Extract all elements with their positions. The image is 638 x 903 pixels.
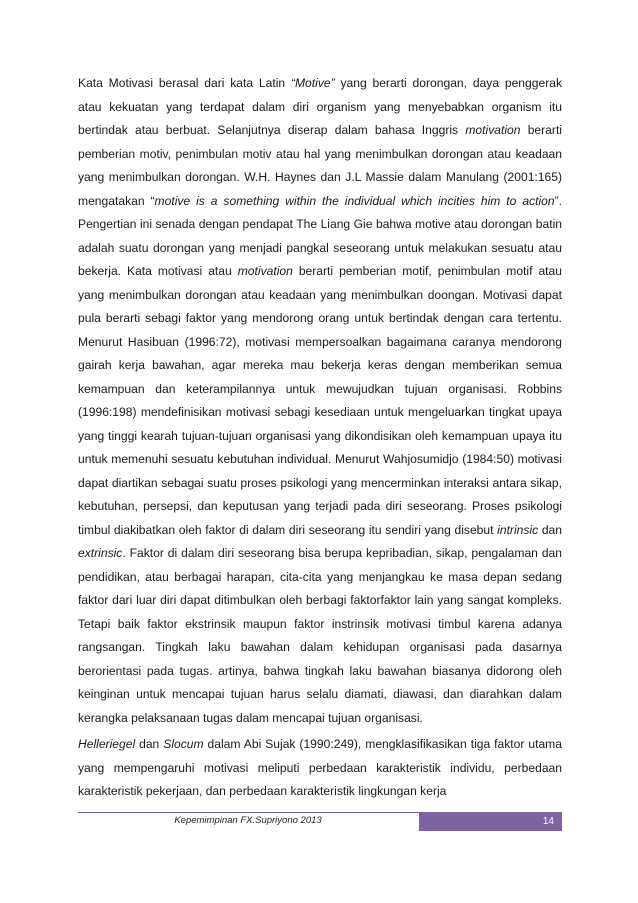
italic-run: “Motive” [290,76,335,90]
paragraph-1 [78,72,562,730]
text-run: dan [538,522,563,537]
italic-run: motivation [465,123,521,137]
text-run: berarti pemberian motiv, penimbulan motiv atau hal yang menimbulkan dorongan atau keadaan yang menimbulkan dorongan. W.H. Haynes dan J.L Massie dalam Manulang (2001:165) mengatakan “ [78,123,562,208]
page-number-box [419,813,562,831]
italic-run: intrinsic [497,522,539,537]
italic-run: Helleriegel [78,737,136,751]
page-number: 14 [542,816,554,827]
paragraph-2 [78,733,562,804]
italic-run: motivation [237,264,293,278]
text-run: yang berarti dorongan, daya penggerak atau kekuatan yang terdapat dalam diri organism yang menyebabkan organism itu bertindak atau berbuat. Selanjutnya diserap dalam bahasa Inggris [78,76,562,137]
text-run: ”. Pengertian ini senada dengan pendapat The Liang Gie bahwa motive atau dorongan batin adalah suatu dorongan yang menjadi pangkal seseorang untuk melakukan sesuatu atau bekerja. Kata motivasi atau [78,193,562,278]
footer-title: Kepemimpinan FX.Supriyono 2013 [174,815,322,826]
body-text [78,72,562,804]
text-run: Kata Motivasi berasal dari kata Latin [78,76,291,90]
italic-run: motive is a something within the individual which incities him to action [154,193,555,208]
italic-run: extrinsic [78,546,123,560]
text-run: dan [135,737,164,751]
text-run: berarti pemberian motif, penimbulan motif atau yang menimbulkan dorongan atau keadaan yang menimbulkan doongan. Motivasi dapat pula berarti sebagi faktor yang mendorong orang untuk bertindak dengan cara tertentu. Menurut Hasibuan (1996:72), motivasi mempersoalkan bagaimana caranya mendorong gairah kerja bawahan, agar mereka mau bekerja keras dengan memberikan semua kemampuan dan keterampilannya untuk mewujudkan tujuan organisasi. Robbins (1996:198) mendefinisikan motivasi sebagi kesediaan untuk mengeluarkan tingkat upaya yang tinggi kearah tujuan-tujuan organisasi yang dikondisikan oleh kemampuan upaya itu untuk memenuhi sesuatu kebutuhan individual. Menurut Wahjosumidjo (1984:50) motivasi dapat diartikan sebagai suatu proses psikologi yang mencerminkan interaksi antara sikap, kebutuhan, persepsi, dan keputusan yang terjadi pada diri seseorang. Proses psikologi timbul diakibatkan oleh faktor di dalam diri seseorang itu sendiri yang disebut [78,264,562,537]
italic-run: Slocum [163,737,204,751]
text-run: dalam Abi Sujak (1990:249), mengklasifikasikan tiga faktor utama yang mempengaruhi motivasi meliputi perbedaan karakteristik individu, perbedaan karakteristik pekerjaan, dan perbedaan karakteristik lingkungan kerja [78,737,562,798]
text-run: . Faktor di dalam diri seseorang bisa berupa kepribadian, sikap, pengalaman dan pendidikan, atau berbagai harapan, cita-cita yang menjangkau ke masa depan sedang faktor dari luar diri dapat ditimbulkan oleh berbagi faktorfaktor lain yang sangat kompleks. Tetapi baik faktor ekstrinsik maupun faktor instrinsik motivasi timbul karena adanya rangsangan. Tingkah laku bawahan dalam kehidupan organisasi pada dasarnya berorientasi pada tugas. artinya, bahwa tingkah laku bawahan biasanya didorong oleh keinginan untuk mencapai tujuan harus selalu diamati, diawasi, dan diarahkan dalam kerangka pelaksanaan tugas dalam mencapai tujuan organisasi. [78,546,562,725]
